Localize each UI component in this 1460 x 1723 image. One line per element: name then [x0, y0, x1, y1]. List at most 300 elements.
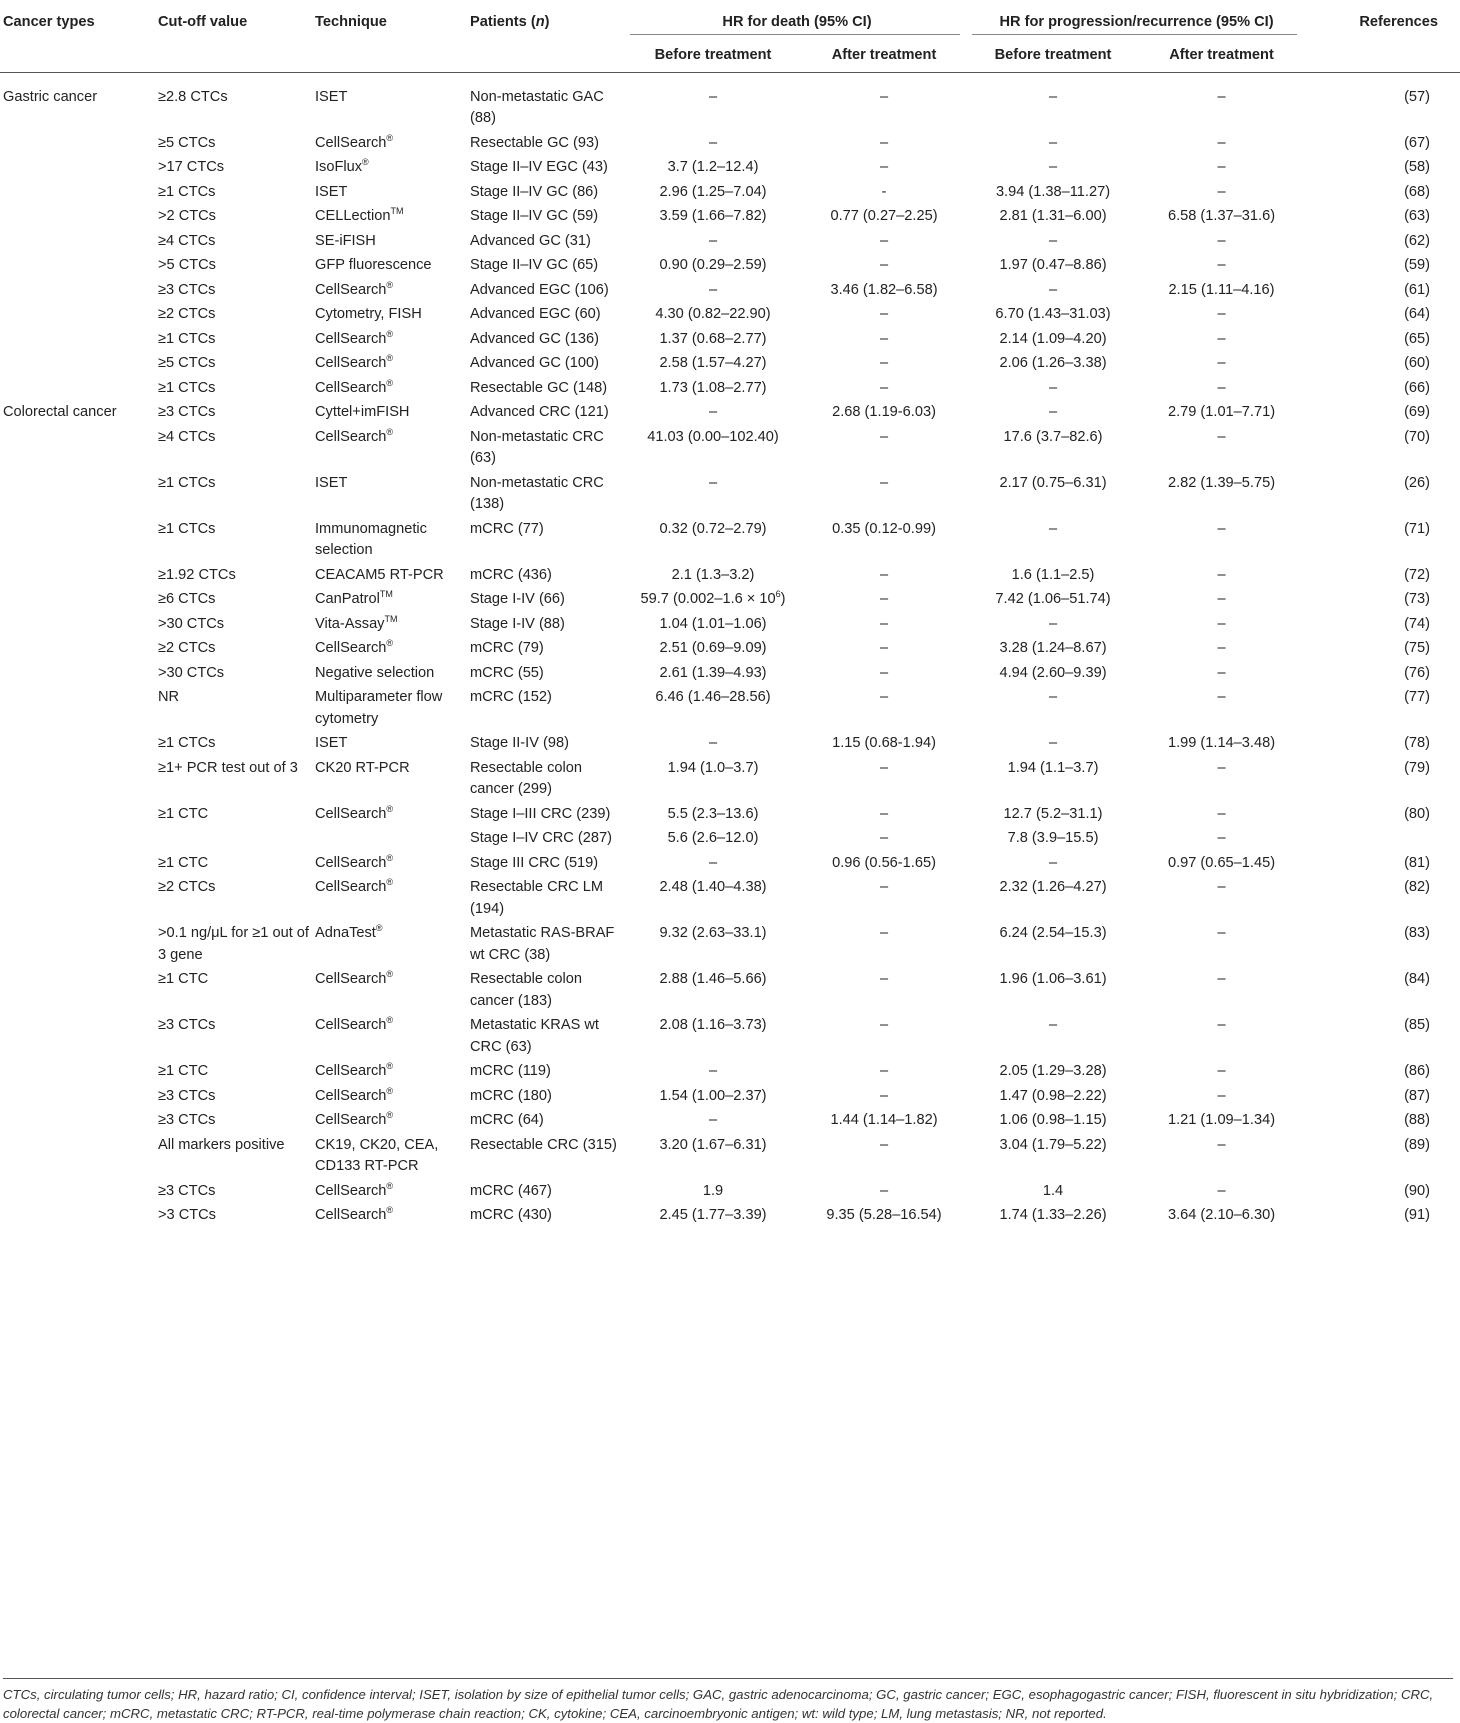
cell-cutoff-text: ≥3 CTCs: [158, 1112, 216, 1128]
cell-reference-text: (70): [1404, 428, 1431, 445]
col-technique: Technique: [315, 0, 470, 72]
cell-death-after: [800, 966, 968, 1012]
cell-patients: [470, 966, 626, 1012]
cell-death-before: [626, 635, 800, 660]
trademark-sup: ®: [386, 1015, 394, 1026]
cell-reference: [1305, 1058, 1460, 1083]
cell-reference: [1305, 1012, 1460, 1058]
cell-death-before-text: 5.5 (2.3–13.6): [667, 805, 759, 822]
cell-reference: [1305, 470, 1460, 516]
cell-death-after-text: 0.77 (0.27–2.25): [830, 208, 938, 224]
cell-death-before-text: 2.08 (1.16–3.73): [659, 1017, 767, 1033]
table-row: [0, 755, 1460, 801]
cell-reference: [1305, 350, 1460, 375]
cell-prog-after: [1138, 516, 1305, 562]
cell-reference: [1305, 1202, 1460, 1227]
cell-prog-after-text: –: [1217, 759, 1226, 776]
cell-cancer-type: [0, 399, 158, 424]
col-hr-death-label: HR for death (95% CI): [722, 14, 872, 30]
cell-patients: [470, 586, 626, 611]
cell-death-before-text: 3.59 (1.66–7.82): [659, 208, 767, 224]
cell-death-before: [626, 424, 800, 470]
cell-prog-after-text: –: [1217, 1087, 1226, 1104]
cell-cancer-type: [0, 1058, 158, 1083]
cell-technique-text: Cytometry, FISH: [315, 306, 422, 322]
cell-prog-after-text: –: [1217, 1182, 1226, 1199]
cell-cutoff: [158, 755, 315, 801]
cell-cutoff: [158, 850, 315, 875]
cell-prog-after-text: –: [1217, 640, 1226, 656]
cell-reference: [1305, 611, 1460, 636]
cell-patients-text: mCRC (467): [470, 1182, 552, 1199]
cell-reference-text: (83): [1404, 925, 1431, 941]
cell-death-before-text: 2.1 (1.3–3.2): [671, 566, 755, 583]
cell-cancer-type: [0, 1107, 158, 1132]
cell-reference: [1305, 562, 1460, 587]
cell-prog-after: [1138, 179, 1305, 204]
cell-patients: [470, 470, 626, 516]
cell-death-before: [626, 1178, 800, 1203]
cell-death-after-text: –: [879, 428, 889, 445]
cell-death-after: [800, 1107, 968, 1132]
trademark-sup: ®: [386, 803, 394, 814]
cell-reference-text: (80): [1404, 805, 1431, 822]
cell-prog-before: [968, 611, 1138, 636]
table-row: [0, 72, 1460, 130]
cell-cutoff: [158, 252, 315, 277]
cell-prog-before-text: 1.4: [1042, 1182, 1064, 1199]
cell-death-after-text: –: [879, 879, 889, 895]
cell-cutoff: [158, 1202, 315, 1227]
cell-cutoff: [158, 966, 315, 1012]
cell-prog-after: [1138, 350, 1305, 375]
cell-reference-text: (84): [1404, 971, 1431, 987]
col-hr-progression: [968, 0, 1305, 34]
cell-technique: [315, 825, 470, 850]
cell-technique: [315, 375, 470, 400]
cell-reference: [1305, 874, 1460, 920]
cell-reference-text: (82): [1404, 879, 1431, 895]
cell-prog-before: [968, 424, 1138, 470]
cell-death-before: [626, 72, 800, 130]
cell-reference-text: (81): [1404, 854, 1431, 871]
cell-death-before-text: –: [708, 1112, 718, 1128]
cell-technique-text: AdnaTest: [315, 925, 376, 941]
cell-prog-before-text: 6.70 (1.43–31.03): [995, 306, 1111, 322]
table-row: [0, 874, 1460, 920]
cell-cutoff: [158, 586, 315, 611]
cell-patients-text: Stage II–IV GC (59): [470, 208, 599, 224]
cell-prog-after: [1138, 660, 1305, 685]
cell-reference-text: (86): [1404, 1063, 1431, 1079]
cell-cancer-type: [0, 920, 158, 966]
cell-technique-text: Cyttel+imFISH: [315, 404, 410, 420]
cell-cutoff-text: ≥4 CTCs: [158, 428, 216, 445]
cell-prog-after-text: –: [1217, 257, 1226, 273]
cell-prog-after-text: 2.79 (1.01–7.71): [1167, 404, 1276, 420]
cell-reference-text: (74): [1404, 615, 1431, 632]
cell-reference: [1305, 730, 1460, 755]
cell-death-before-text: 1.9: [702, 1182, 724, 1199]
table-row: [0, 399, 1460, 424]
cell-death-after-text: –: [879, 306, 889, 322]
cell-reference: [1305, 755, 1460, 801]
cell-reference: [1305, 1132, 1460, 1178]
cell-cancer-type: [0, 635, 158, 660]
cell-reference-text: (71): [1404, 520, 1431, 537]
cell-death-after-text: –: [879, 257, 889, 273]
cell-cutoff: [158, 611, 315, 636]
trademark-sup: ®: [386, 1110, 394, 1121]
cell-technique-text: ISET: [315, 88, 348, 105]
cell-prog-after: [1138, 301, 1305, 326]
trademark-sup: ®: [386, 1061, 394, 1072]
cell-patients-text: Stage II-IV (98): [470, 735, 569, 751]
cell-death-after: [800, 755, 968, 801]
cell-death-before-text: –: [708, 88, 718, 105]
cell-death-after-text: 9.35 (5.28–16.54): [826, 1207, 942, 1223]
cell-cancer-type: [0, 516, 158, 562]
cell-prog-after: [1138, 850, 1305, 875]
cell-death-before-text: 2.61 (1.39–4.93): [659, 664, 767, 681]
cell-prog-after: [1138, 684, 1305, 730]
cell-technique-text: CellSearch: [315, 805, 387, 822]
cell-prog-before: [968, 154, 1138, 179]
cell-death-after: [800, 920, 968, 966]
cell-death-before-tail: ): [780, 591, 786, 607]
cell-patients-text: Advanced GC (100): [470, 355, 599, 371]
cell-cutoff-text: ≥4 CTCs: [158, 232, 216, 249]
cell-prog-before-text: 7.8 (3.9–15.5): [1007, 830, 1099, 846]
cell-prog-before: [968, 130, 1138, 155]
cell-death-before: [626, 399, 800, 424]
table-row: [0, 1107, 1460, 1132]
table-row: [0, 801, 1460, 826]
cell-reference: [1305, 635, 1460, 660]
cell-prog-after-text: –: [1217, 88, 1226, 105]
cell-prog-before-text: 3.04 (1.79–5.22): [999, 1136, 1107, 1153]
cell-technique-text: CellSearch: [315, 355, 387, 371]
cell-prog-before: [968, 399, 1138, 424]
cell-cutoff: [158, 203, 315, 228]
cell-technique: [315, 203, 470, 228]
cell-patients: [470, 399, 626, 424]
cell-cutoff: [158, 920, 315, 966]
cell-cutoff-text: ≥1 CTCs: [158, 735, 216, 751]
cell-death-before-text: 3.7 (1.2–12.4): [667, 159, 759, 175]
cell-death-after: [800, 586, 968, 611]
trademark-sup: ®: [362, 157, 369, 168]
cell-patients: [470, 277, 626, 302]
cell-cancer-type: [0, 825, 158, 850]
cell-prog-after: [1138, 801, 1305, 826]
cell-death-before: [626, 154, 800, 179]
cell-prog-before: [968, 203, 1138, 228]
cell-patients-text: Advanced EGC (60): [470, 306, 601, 322]
cell-prog-after-text: –: [1217, 379, 1226, 396]
cell-cutoff-text: NR: [158, 689, 180, 705]
cell-cutoff: [158, 375, 315, 400]
cell-death-before-text: –: [708, 854, 718, 871]
cell-technique-text: CellSearch: [315, 1087, 387, 1104]
cell-prog-before: [968, 586, 1138, 611]
cell-prog-before: [968, 966, 1138, 1012]
cell-death-before: [626, 1012, 800, 1058]
cell-death-before: [626, 850, 800, 875]
cell-death-after-text: –: [879, 615, 889, 632]
cell-prog-before: [968, 1202, 1138, 1227]
table-row: [0, 586, 1460, 611]
table-row: [0, 684, 1460, 730]
cell-patients-text: mCRC (180): [470, 1087, 552, 1104]
cell-cutoff-text: ≥1 CTC: [158, 805, 209, 822]
cell-patients: [470, 154, 626, 179]
cell-cancer-type: [0, 228, 158, 253]
cell-prog-before-text: –: [1048, 281, 1058, 298]
cell-prog-after-text: 2.82 (1.39–5.75): [1167, 474, 1276, 491]
cell-technique: [315, 399, 470, 424]
cell-reference-text: (75): [1404, 640, 1431, 656]
cell-cancer-type: [0, 660, 158, 685]
cell-patients-text: Non-metastatic CRC (138): [470, 474, 604, 512]
cell-death-after: [800, 72, 968, 130]
cell-cutoff: [158, 730, 315, 755]
cell-death-before: [626, 966, 800, 1012]
cell-prog-after-text: –: [1217, 159, 1226, 175]
cell-death-after-text: –: [879, 1017, 889, 1033]
cell-prog-before-text: –: [1048, 134, 1058, 151]
cell-technique: [315, 72, 470, 130]
cell-patients-text: Resectable colon cancer (183): [470, 971, 582, 1009]
cell-reference-text: (88): [1404, 1112, 1431, 1128]
cell-reference-text: (66): [1404, 379, 1431, 396]
cell-patients: [470, 660, 626, 685]
cell-reference-text: (64): [1404, 306, 1431, 322]
cell-technique: [315, 179, 470, 204]
cell-patients: [470, 1012, 626, 1058]
cell-cutoff: [158, 350, 315, 375]
cell-patients-text: Resectable GC (148): [470, 379, 608, 396]
cell-technique: [315, 684, 470, 730]
cell-prog-after: [1138, 1178, 1305, 1203]
cell-cutoff: [158, 684, 315, 730]
cell-cancer-type: [0, 179, 158, 204]
cell-reference: [1305, 586, 1460, 611]
cell-death-before: [626, 1202, 800, 1227]
cell-death-after-text: –: [879, 830, 889, 846]
col-cutoff: Cut-off value: [158, 0, 315, 72]
cell-cutoff: [158, 424, 315, 470]
cell-reference-text: (59): [1404, 257, 1431, 273]
cell-prog-after-text: –: [1217, 664, 1226, 681]
cell-prog-before: [968, 801, 1138, 826]
cell-technique-text: Negative selection: [315, 664, 435, 681]
cell-cancer-type: [0, 586, 158, 611]
cell-prog-before: [968, 825, 1138, 850]
cell-technique: [315, 562, 470, 587]
cell-patients-text: Stage I-IV (66): [470, 591, 565, 607]
cell-patients: [470, 611, 626, 636]
cell-death-before: [626, 350, 800, 375]
cell-death-after-text: 1.15 (0.68-1.94): [832, 735, 936, 751]
cell-technique: [315, 920, 470, 966]
cell-reference-text: (85): [1404, 1017, 1431, 1033]
table-row: [0, 1083, 1460, 1108]
cell-technique: [315, 635, 470, 660]
cell-death-before-text: –: [708, 404, 718, 420]
cell-death-after: [800, 730, 968, 755]
cell-death-after-text: –: [879, 1063, 889, 1079]
cell-reference-text: (60): [1404, 355, 1431, 371]
cell-cancer-type: [0, 684, 158, 730]
cell-technique-text: ISET: [315, 474, 348, 491]
cell-cutoff-text: ≥2 CTCs: [158, 879, 216, 895]
cell-death-before: [626, 277, 800, 302]
cell-death-after: [800, 801, 968, 826]
cell-patients-text: Stage III CRC (519): [470, 854, 599, 871]
cell-death-after: [800, 516, 968, 562]
cell-technique-text: Vita-Assay: [315, 615, 385, 632]
cell-cutoff: [158, 228, 315, 253]
trademark-sup: ®: [386, 877, 394, 888]
cell-death-after: [800, 1012, 968, 1058]
cell-reference-text: (89): [1404, 1136, 1431, 1153]
cell-technique: [315, 611, 470, 636]
cell-prog-before: [968, 277, 1138, 302]
cell-death-after-text: –: [879, 330, 889, 347]
cell-reference-text: (57): [1404, 88, 1431, 105]
cell-reference: [1305, 1083, 1460, 1108]
cell-prog-before-text: 2.05 (1.29–3.28): [999, 1063, 1107, 1079]
cell-prog-before: [968, 252, 1138, 277]
cell-prog-after-text: –: [1217, 879, 1226, 895]
cell-death-before: [626, 1132, 800, 1178]
cell-prog-before: [968, 72, 1138, 130]
table-row: [0, 730, 1460, 755]
cell-death-before-text: –: [708, 281, 718, 298]
cell-technique-text: CellSearch: [315, 428, 387, 445]
cell-prog-before-text: –: [1048, 854, 1058, 871]
cell-cancer-type: [0, 874, 158, 920]
col-prog-after: After treatment: [1138, 34, 1305, 72]
cell-patients-text: Resectable CRC (315): [470, 1136, 617, 1153]
cell-cutoff: [158, 399, 315, 424]
cell-reference: [1305, 516, 1460, 562]
cell-cutoff-text: ≥3 CTCs: [158, 1087, 216, 1104]
cell-death-after: [800, 277, 968, 302]
cell-patients: [470, 1107, 626, 1132]
cell-prog-after-text: –: [1217, 330, 1226, 347]
cell-patients: [470, 850, 626, 875]
cell-technique: [315, 424, 470, 470]
cell-technique: [315, 1058, 470, 1083]
cell-technique-text: CellSearch: [315, 1207, 387, 1223]
table-row: [0, 375, 1460, 400]
cell-prog-after-text: –: [1217, 689, 1226, 705]
cell-prog-after: [1138, 72, 1305, 130]
cell-cutoff: [158, 1107, 315, 1132]
cell-patients: [470, 730, 626, 755]
cell-prog-after: [1138, 1132, 1305, 1178]
cell-technique: [315, 1132, 470, 1178]
cell-prog-before: [968, 1132, 1138, 1178]
cell-prog-before-text: 2.06 (1.26–3.38): [999, 355, 1107, 371]
cell-patients-text: Metastatic KRAS wt CRC (63): [470, 1017, 599, 1055]
cell-cutoff-text: ≥3 CTCs: [158, 404, 216, 420]
cell-patients: [470, 1058, 626, 1083]
table-row: [0, 154, 1460, 179]
cell-reference-text: (67): [1404, 134, 1431, 151]
cell-patients-text: mCRC (430): [470, 1207, 552, 1223]
cell-patients: [470, 1132, 626, 1178]
cell-cancer-type: [0, 755, 158, 801]
cell-death-after: [800, 326, 968, 351]
cell-patients: [470, 635, 626, 660]
cell-death-after: [800, 874, 968, 920]
cell-technique-text: CellSearch: [315, 281, 387, 298]
cell-prog-before-text: 1.06 (0.98–1.15): [999, 1112, 1107, 1128]
cell-cancer-type-text: Colorectal cancer: [3, 404, 117, 420]
cell-reference: [1305, 966, 1460, 1012]
cell-cutoff-text: ≥2.8 CTCs: [158, 88, 228, 105]
cell-cancer-type: [0, 326, 158, 351]
cell-prog-before-text: –: [1048, 520, 1058, 537]
cell-reference: [1305, 301, 1460, 326]
cell-death-before-text: 0.90 (0.29–2.59): [659, 257, 767, 273]
cell-prog-before: [968, 326, 1138, 351]
cell-cancer-type: [0, 850, 158, 875]
cell-death-after-text: –: [879, 1182, 889, 1199]
cell-death-before-text: 41.03 (0.00–102.40): [647, 428, 779, 445]
cell-technique-text: CellSearch: [315, 1182, 387, 1199]
cell-reference-text: (26): [1404, 474, 1431, 491]
cell-prog-after-text: –: [1217, 355, 1226, 371]
trademark-sup: ®: [386, 638, 394, 649]
cell-cutoff-text: >3 CTCs: [158, 1207, 216, 1223]
cell-patients: [470, 516, 626, 562]
cell-death-before: [626, 660, 800, 685]
cell-reference: [1305, 660, 1460, 685]
cell-prog-before: [968, 1083, 1138, 1108]
cell-cancer-type: [0, 1083, 158, 1108]
cell-patients: [470, 562, 626, 587]
cell-prog-after: [1138, 470, 1305, 516]
cell-prog-after: [1138, 326, 1305, 351]
cell-death-before-text: –: [708, 474, 718, 491]
cell-prog-before: [968, 1058, 1138, 1083]
cell-death-after: [800, 1178, 968, 1203]
cell-death-before: [626, 611, 800, 636]
cell-patients-text: mCRC (79): [470, 640, 544, 656]
cell-prog-after: [1138, 966, 1305, 1012]
cell-cutoff: [158, 470, 315, 516]
cell-death-after: [800, 1132, 968, 1178]
cell-patients: [470, 801, 626, 826]
cell-prog-before-text: 3.94 (1.38–11.27): [995, 183, 1111, 200]
cell-prog-before: [968, 1107, 1138, 1132]
cell-cutoff: [158, 1083, 315, 1108]
cell-death-before: [626, 562, 800, 587]
cell-death-before: [626, 684, 800, 730]
cell-death-before: [626, 375, 800, 400]
cell-prog-before: [968, 1012, 1138, 1058]
cell-technique-text: CellSearch: [315, 640, 387, 656]
cell-death-after-text: –: [879, 88, 889, 105]
cell-patients: [470, 755, 626, 801]
cell-prog-after-text: 2.15 (1.11–4.16): [1168, 281, 1275, 298]
cell-prog-after: [1138, 1058, 1305, 1083]
cell-prog-before: [968, 850, 1138, 875]
